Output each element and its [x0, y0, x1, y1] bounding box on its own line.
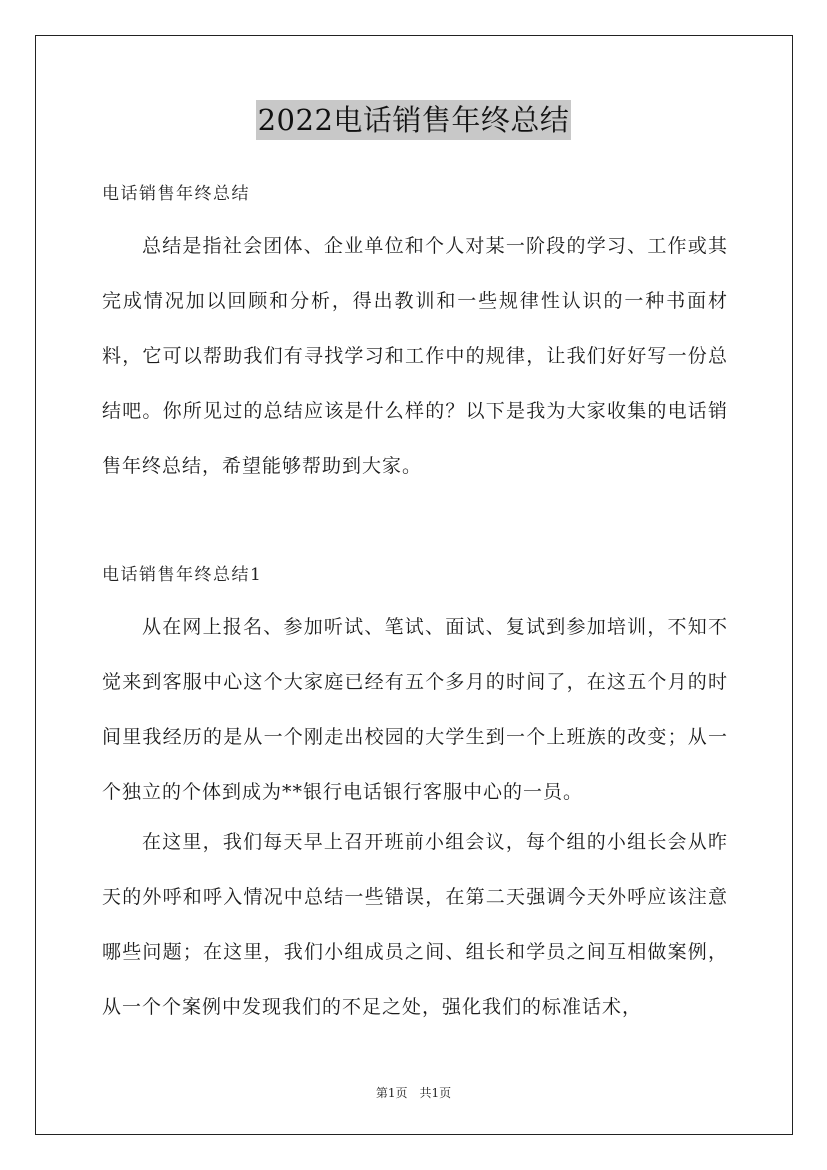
section1-paragraph-1: 从在网上报名、参加听试、笔试、面试、复试到参加培训，不知不觉来到客服中心这个大家庭已经有五个多月的时间了，在这五个月的时间里我经历的是从一个刚走出校园的大学生到一个上班族的改变；从一个独立的个体到成为**银行电话银行客服中心的一员。	[102, 616, 728, 803]
section1-heading: 电话销售年终总结1	[102, 565, 263, 585]
document-title: 2022电话销售年终总结	[256, 100, 572, 140]
intro-heading: 电话销售年终总结	[102, 184, 250, 204]
page-footer: 第1页 共1页	[375, 1086, 452, 1100]
title-wrapper	[0, 100, 827, 140]
section1-paragraph-2: 在这里，我们每天早上召开班前小组会议，每个组的小组长会从昨天的外呼和呼入情况中总结一些错误，在第二天强调今天外呼应该注意哪些问题；在这里，我们小组成员之间、组长和学员之间互相做案例，从一个个案例中发现我们的不足之处，强化我们的标准话术，	[102, 831, 728, 1018]
intro-paragraph: 总结是指社会团体、企业单位和个人对某一阶段的学习、工作或其完成情况加以回顾和分析，得出教训和一些规律性认识的一种书面材料，它可以帮助我们有寻找学习和工作中的规律，让我们好好写一份总结吧。你所见过的总结应该是什么样的？以下是我为大家收集的电话销售年终总结，希望能够帮助到大家。	[102, 235, 728, 477]
